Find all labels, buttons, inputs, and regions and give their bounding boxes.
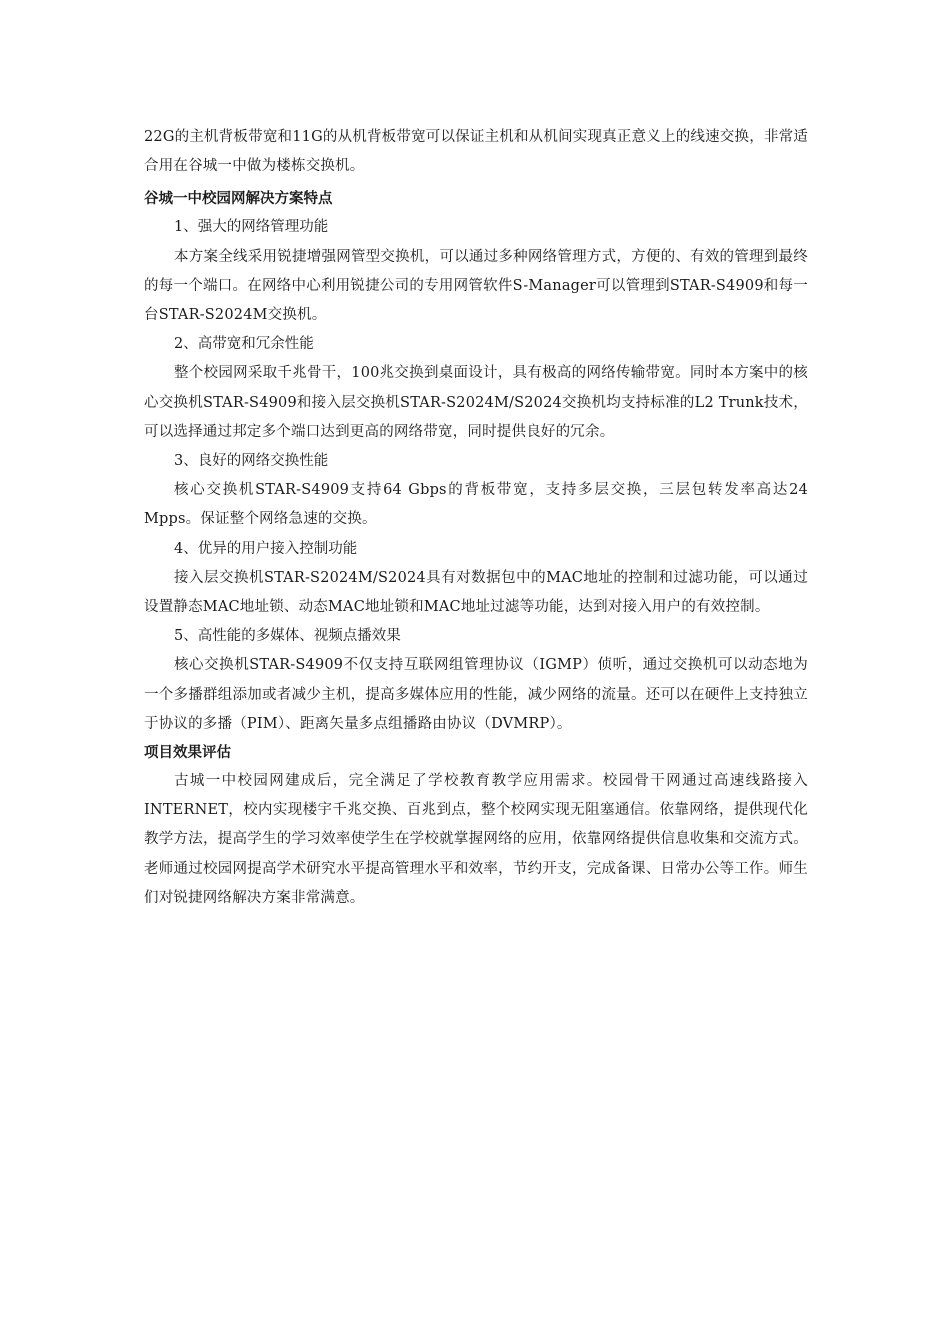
feature-body-2: 整个校园网采取千兆骨干，100兆交换到桌面设计，具有极高的网络传输带宽。同时本方案中的核心交换机STAR-S4909和接入层交换机STAR-S2024M/S2024交换机均支持标准的L2 Trunk技术，可以选择通过邦定多个端口达到更高的网络带宽，同时提供良好的冗余。: [144, 365, 808, 440]
feature-body-3: 核心交换机STAR-S4909支持64 Gbps的背板带宽，支持多层交换，三层包转发率高达24 Mpps。保证整个网络急速的交换。: [144, 482, 808, 528]
feature-title-4: 4、优异的用户接入控制功能: [174, 540, 358, 557]
section-heading-features: 谷城一中校园网解决方案特点: [144, 191, 333, 208]
feature-body-1: 本方案全线采用锐捷增强网管型交换机，可以通过多种网络管理方式，方便的、有效的管理到最终的每一个端口。在网络中心利用锐捷公司的专用网管软件S-Manager可以管理到STAR-S4909和每一台STAR-S2024M交换机。: [144, 248, 808, 324]
feature-title-2: 2、高带宽和冗余性能: [174, 336, 314, 353]
document-page: [144, 123, 808, 913]
feature-body-4: 接入层交换机STAR-S2024M/S2024具有对数据包中的MAC地址的控制和过滤功能，可以通过设置静态MAC地址锁、动态MAC地址锁和MAC地址过滤等功能，达到对接入用户的有效控制。: [144, 569, 808, 616]
intro-paragraph: 22G的主机背板带宽和11G的从机背板带宽可以保证主机和从机间实现真正意义上的线速交换，非常适合用在谷城一中做为楼栋交换机。: [144, 129, 808, 175]
feature-title-5: 5、高性能的多媒体、视频点播效果: [174, 628, 401, 645]
section-heading-evaluation: 项目效果评估: [144, 745, 231, 762]
feature-title-1: 1、强大的网络管理功能: [174, 219, 329, 236]
feature-title-3: 3、良好的网络交换性能: [174, 453, 329, 470]
evaluation-paragraph: 古城一中校园网建成后，完全满足了学校教育教学应用需求。校园骨干网通过高速线路接入INTERNET，校内实现楼宇千兆交换、百兆到点，整个校网实现无阻塞通信。依靠网络，提供现代化教学方法，提高学生的学习效率使学生在学校就掌握网络的应用，依靠网络提供信息收集和交流方式。老师通过校园网提高学术研究水平提高管理水平和效率，节约开支，完成备课、日常办公等工作。师生们对锐捷网络解决方案非常满意。: [144, 773, 808, 906]
feature-body-5: 核心交换机STAR-S4909不仅支持互联网组管理协议（IGMP）侦听，通过交换机可以动态地为一个多播群组添加或者减少主机，提高多媒体应用的性能，减少网络的流量。还可以在硬件上支持独立于协议的多播（PIM）、距离矢量多点组播路由协议（DVMRP）。: [144, 657, 808, 732]
